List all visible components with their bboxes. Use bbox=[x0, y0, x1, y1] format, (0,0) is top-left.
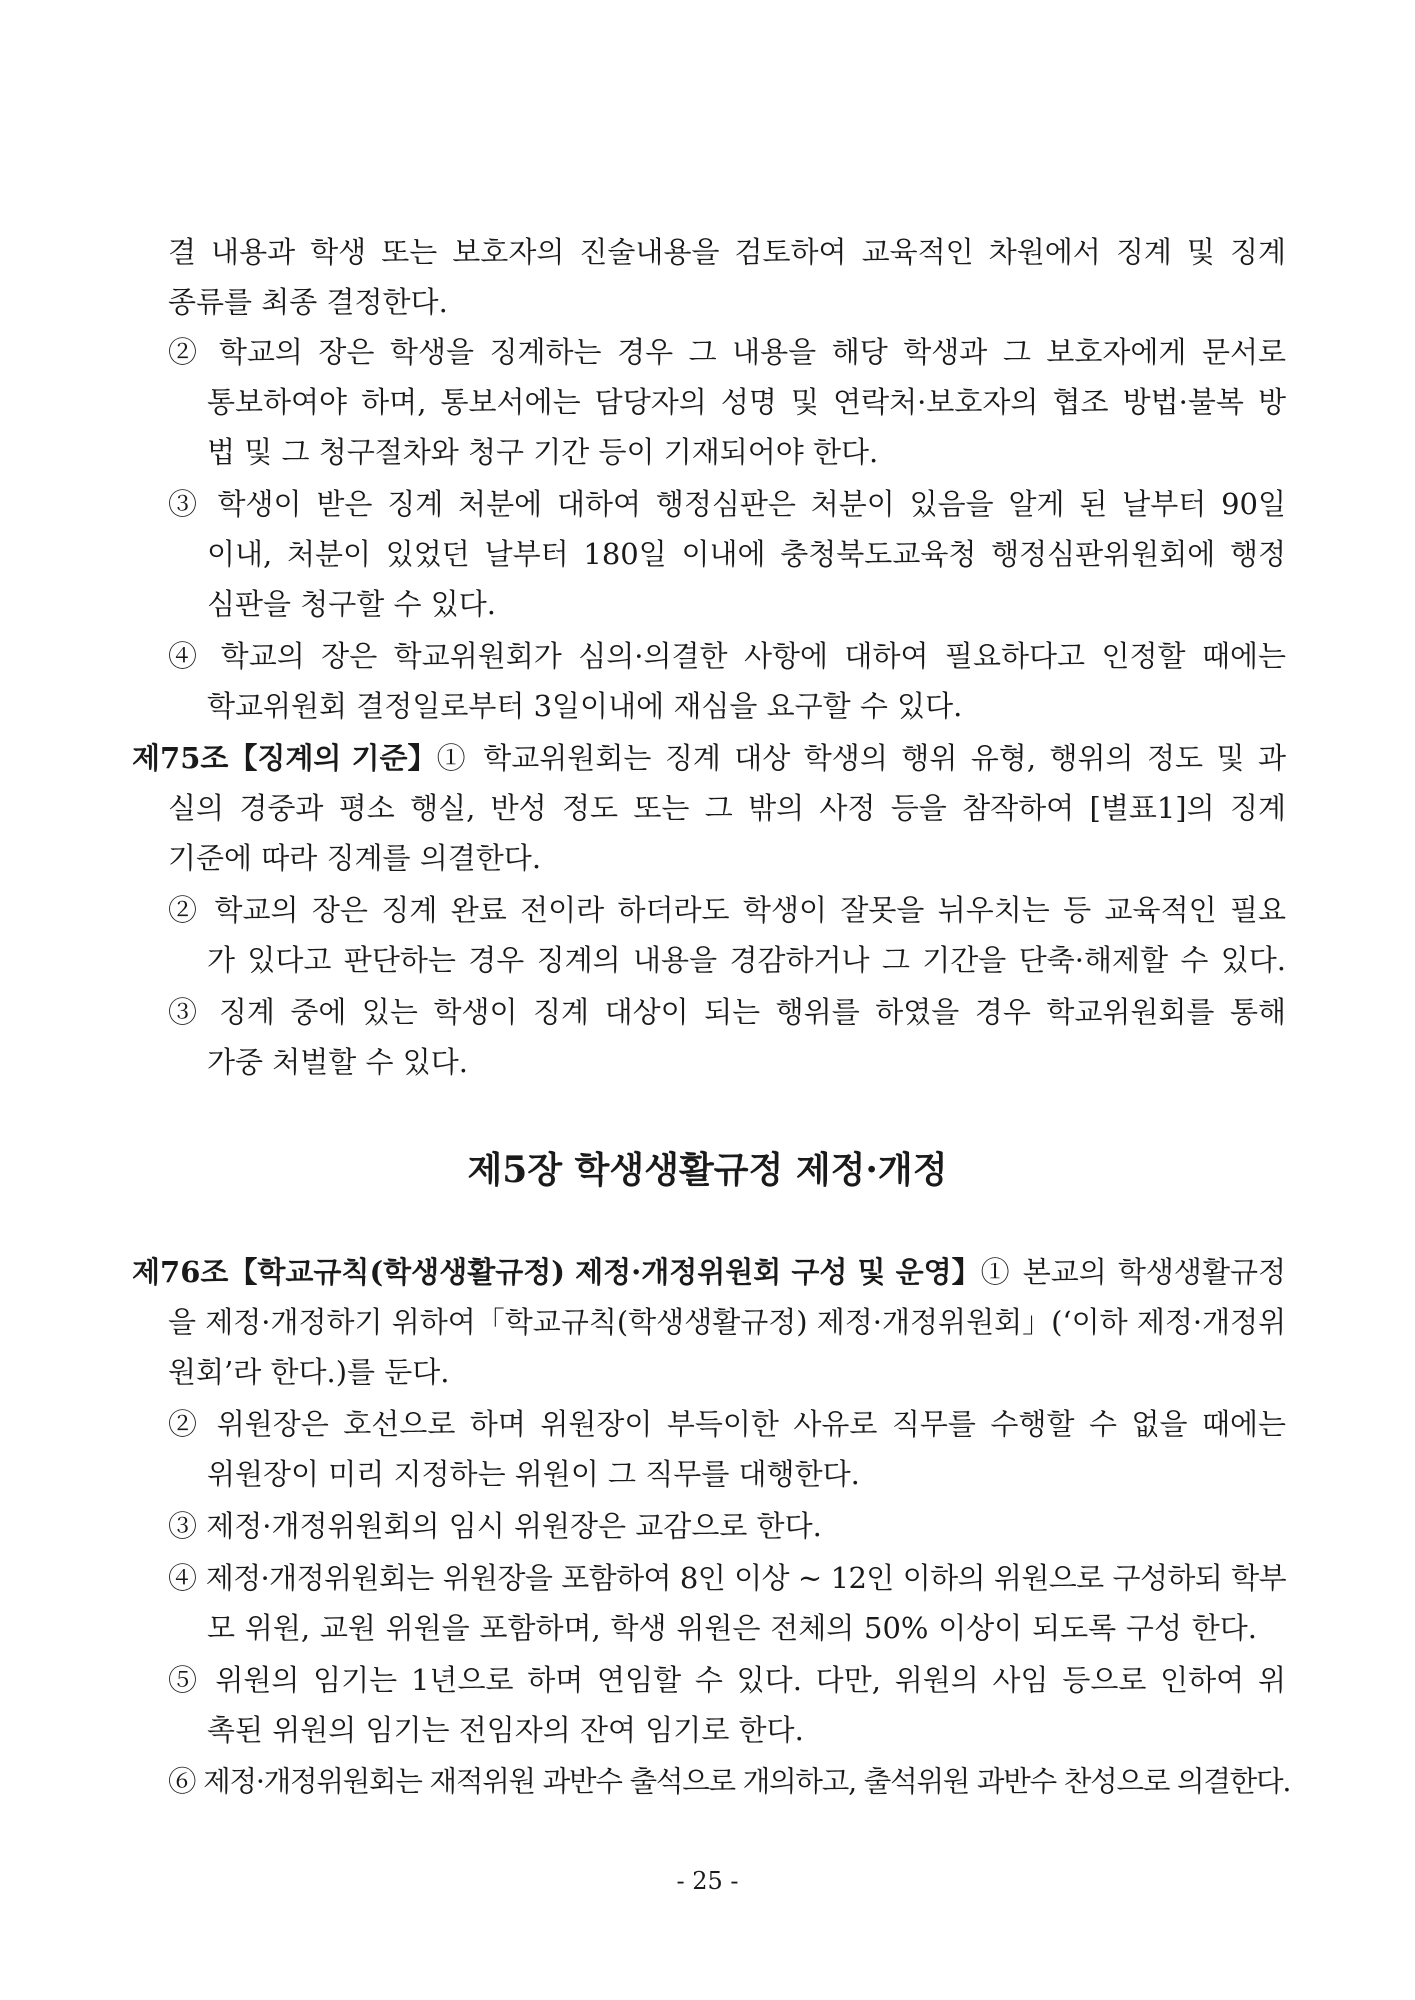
chapter-heading: 제5장 학생생활규정 제정·개정 bbox=[467, 1149, 948, 1191]
article-75-clause-1: ① 학교위원회는 징계 대상 학생의 행위 유형, 행위의 정도 및 과 bbox=[436, 741, 1286, 775]
article-76-clause-5: ⑤ 위원의 임기는 1년으로 하며 연임할 수 있다. 다만, 위원의 사임 등으로 인하여 위 bbox=[168, 1663, 1286, 1697]
clause-4-cont: 학교위원회 결정일로부터 3일이내에 재심을 요구할 수 있다. bbox=[207, 689, 963, 723]
article-75-cont: 실의 경중과 평소 행실, 반성 정도 또는 그 밖의 사정 등을 참작하여 [별표1]의 징계 bbox=[168, 791, 1286, 825]
article-75-clause-2: ② 학교의 장은 징계 완료 전이라 하더라도 학생이 잘못을 뉘우치는 등 교육적인 필요 bbox=[168, 893, 1286, 927]
clause-2-cont: 법 및 그 청구절차와 청구 기간 등이 기재되어야 한다. bbox=[207, 435, 879, 469]
article-75-clause-3-cont: 가중 처벌할 수 있다. bbox=[207, 1045, 468, 1079]
article-75-cont: 기준에 따라 징계를 의결한다. bbox=[168, 841, 542, 875]
article-75-clause-2-cont: 가 있다고 판단하는 경우 징계의 내용을 경감하거나 그 기간을 단축·해제할 수 있다. bbox=[207, 943, 1286, 977]
clause-2-cont: 통보하여야 하며, 통보서에는 담당자의 성명 및 연락처·보호자의 협조 방법·불복 방 bbox=[207, 385, 1286, 419]
article-75-first-line bbox=[132, 738, 1286, 778]
page-number: - 25 - bbox=[676, 1867, 739, 1895]
article-76-clause-3: ③ 제정·개정위원회의 임시 위원장은 교감으로 한다. bbox=[168, 1509, 822, 1543]
article-75-title: 제75조【징계의 기준】 bbox=[132, 741, 437, 775]
clause-2: ② 학교의 장은 학생을 징계하는 경우 그 내용을 해당 학생과 그 보호자에게 문서로 bbox=[168, 335, 1286, 369]
clause-4: ④ 학교의 장은 학교위원회가 심의·의결한 사항에 대하여 필요하다고 인정할 때에는 bbox=[168, 639, 1286, 673]
clause-3-cont: 이내, 처분이 있었던 날부터 180일 이내에 충청북도교육청 행정심판위원회에 행정 bbox=[207, 537, 1286, 571]
article-76-first-line bbox=[132, 1252, 1286, 1292]
article-75-clause-3: ③ 징계 중에 있는 학생이 징계 대상이 되는 행위를 하였을 경우 학교위원회를 통해 bbox=[168, 995, 1286, 1029]
article-76-title: 제76조【학교규칙(학생생활규정) 제정·개정위원회 구성 및 운영】 bbox=[132, 1255, 981, 1289]
article-76-clause-5-cont: 촉된 위원의 임기는 전임자의 잔여 임기로 한다. bbox=[207, 1713, 804, 1747]
paragraph-line: 결 내용과 학생 또는 보호자의 진술내용을 검토하여 교육적인 차원에서 징계 및 징계 bbox=[168, 235, 1286, 269]
article-76-clause-2: ② 위원장은 호선으로 하며 위원장이 부득이한 사유로 직무를 수행할 수 없을 때에는 bbox=[168, 1407, 1286, 1441]
article-76-clause-1: ① 본교의 학생생활규정 bbox=[980, 1255, 1286, 1289]
clause-3-cont: 심판을 청구할 수 있다. bbox=[207, 587, 496, 621]
article-76-clause-2-cont: 위원장이 미리 지정하는 위원이 그 직무를 대행한다. bbox=[207, 1457, 860, 1491]
paragraph-line: 종류를 최종 결정한다. bbox=[168, 285, 448, 319]
article-76-cont: 을 제정·개정하기 위하여「학교규칙(학생생활규정) 제정·개정위원회」(‘이하 제정·개정위 bbox=[168, 1305, 1287, 1339]
clause-3: ③ 학생이 받은 징계 처분에 대하여 행정심판은 처분이 있음을 알게 된 날부터 90일 bbox=[168, 487, 1286, 521]
article-76-clause-6: ⑥ 제정·개정위원회는 재적위원 과반수 출석으로 개의하고, 출석위원 과반수 찬성으로 의결한다. bbox=[168, 1765, 1291, 1798]
article-76-clause-4-cont: 모 위원, 교원 위원을 포함하며, 학생 위원은 전체의 50% 이상이 되도록 구성 한다. bbox=[207, 1611, 1257, 1645]
article-76-clause-4: ④ 제정·개정위원회는 위원장을 포함하여 8인 이상 ~ 12인 이하의 위원으로 구성하되 학부 bbox=[168, 1561, 1286, 1595]
article-76-cont: 원회’라 한다.)를 둔다. bbox=[168, 1355, 450, 1389]
